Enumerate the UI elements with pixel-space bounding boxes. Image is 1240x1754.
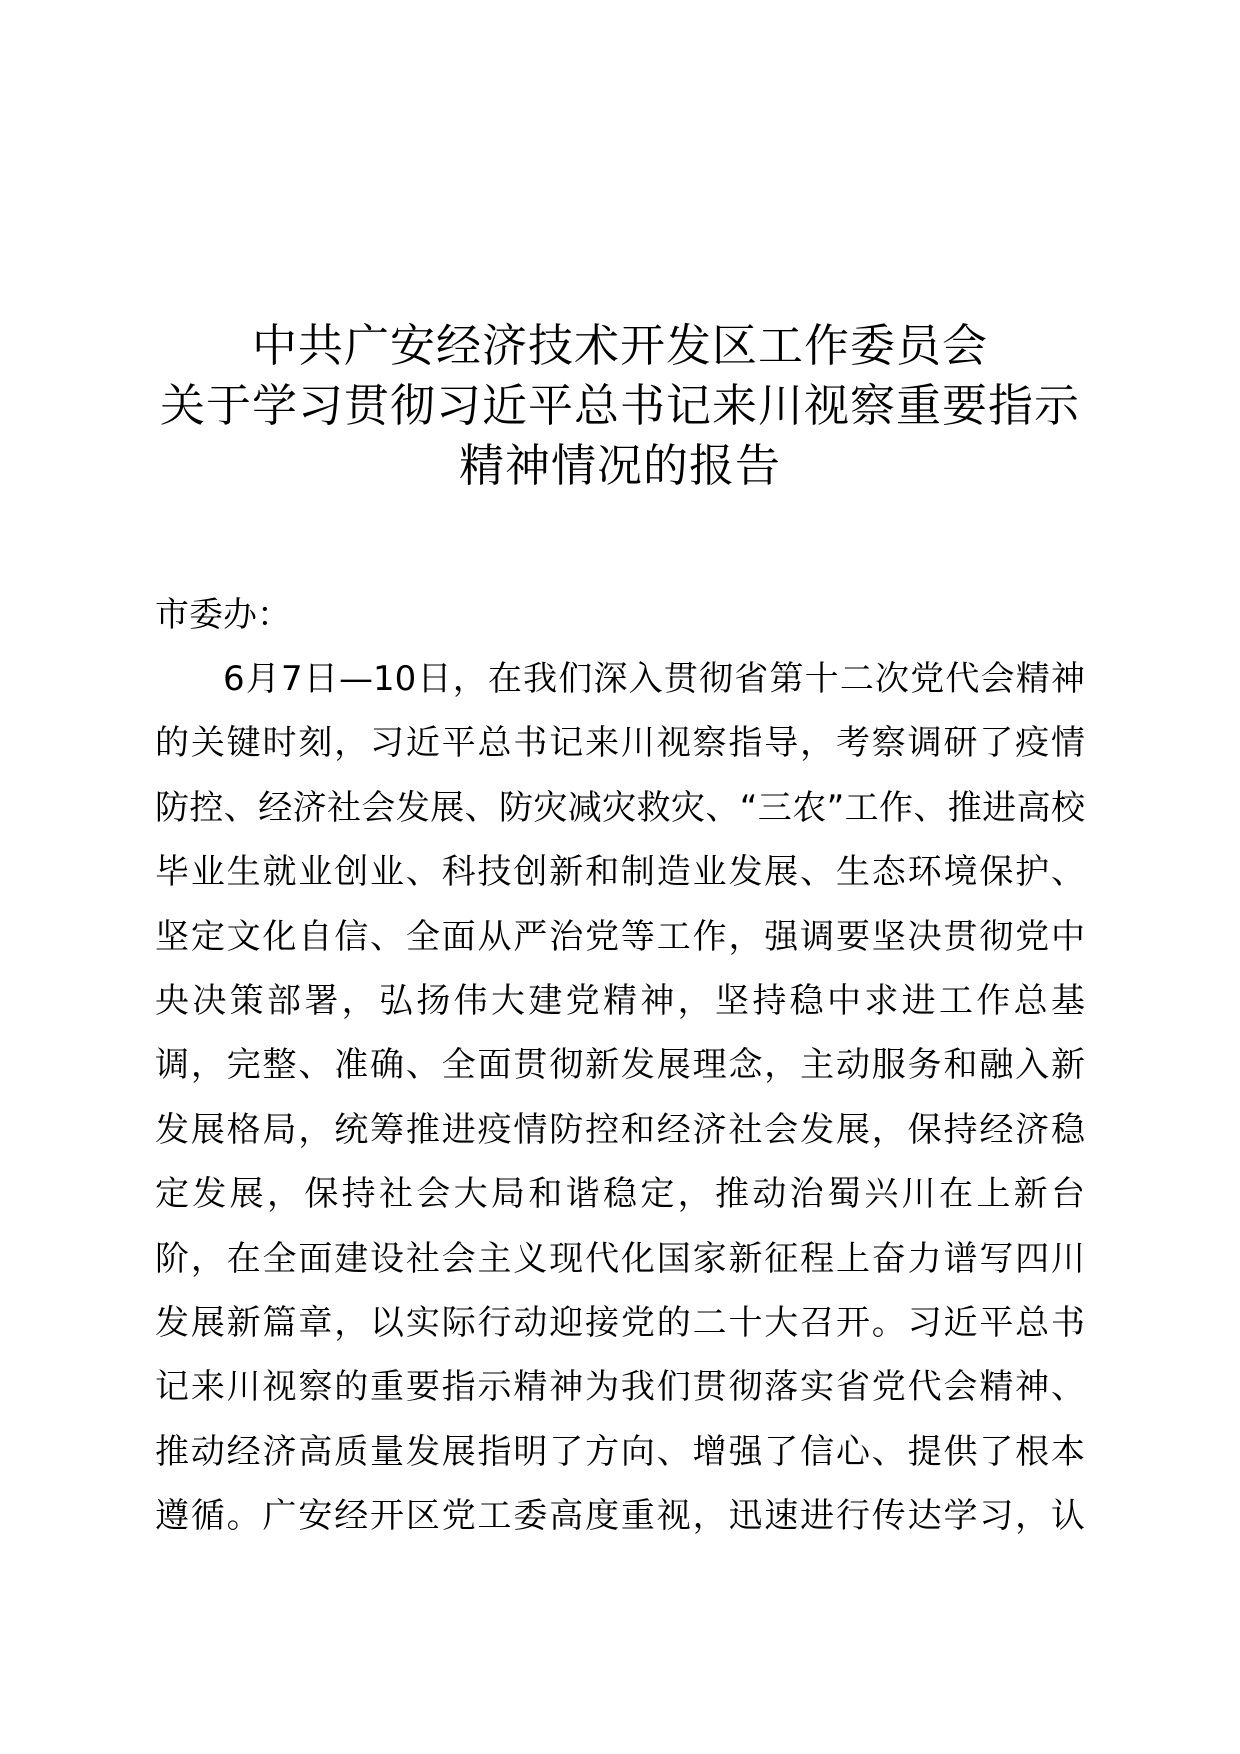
paragraph-line: 发展新篇章，以实际行动迎接党的二十大召开。习近平总书 xyxy=(155,1303,1085,1344)
paragraph-line: 防控、经济社会发展、防灾减灾救灾、“三农”工作、推进高校 xyxy=(155,787,1085,828)
document-body xyxy=(155,583,1085,1549)
title-line-1: 中共广安经济技术开发区工作委员会 xyxy=(251,319,988,372)
paragraph-line: 遵循。广安经开区党工委高度重视，迅速进行传达学习，认 xyxy=(155,1496,1085,1537)
title-line-2: 关于学习贯彻习近平总书记来川视察重要指示 xyxy=(159,379,1080,432)
paragraph-1 xyxy=(155,647,1085,1549)
paragraph-line: 记来川视察的重要指示精神为我们贯彻落实省党代会精神、 xyxy=(155,1367,1085,1408)
paragraph-line: 推动经济高质量发展指明了方向、增强了信心、提供了根本 xyxy=(155,1431,1085,1472)
paragraph-line: 阶，在全面建设社会主义现代化国家新征程上奋力谱写四川 xyxy=(155,1238,1085,1279)
paragraph-line: 毕业生就业创业、科技创新和制造业发展、生态环境保护、 xyxy=(155,852,1085,893)
title-line-3: 精神情况的报告 xyxy=(458,439,781,492)
paragraph-line: 6月7日—10日，在我们深入贯彻省第十二次党代会精神 xyxy=(223,659,1085,699)
document-title xyxy=(0,316,1240,496)
paragraph-line: 坚定文化自信、全面从严治党等工作，强调要坚决贯彻党中 xyxy=(155,916,1085,957)
paragraph-line: 发展格局，统筹推进疫情防控和经济社会发展，保持经济稳 xyxy=(155,1109,1085,1150)
paragraph-line: 定发展，保持社会大局和谐稳定，推动治蜀兴川在上新台 xyxy=(155,1174,1085,1215)
paragraph-line: 的关键时刻，习近平总书记来川视察指导，考察调研了疫情 xyxy=(155,723,1085,764)
paragraph-line: 央决策部署，弘扬伟大建党精神，坚持稳中求进工作总基 xyxy=(155,981,1085,1022)
paragraph-line: 调，完整、准确、全面贯彻新发展理念，主动服务和融入新 xyxy=(155,1045,1085,1086)
salutation: 市委办： xyxy=(155,595,291,635)
